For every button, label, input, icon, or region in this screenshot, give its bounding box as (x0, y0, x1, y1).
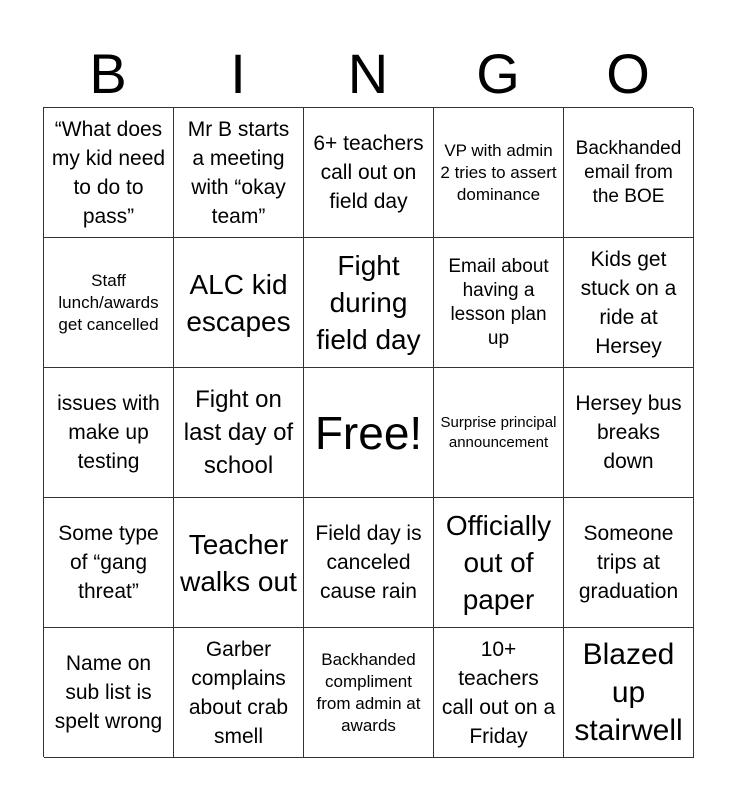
bingo-cell[interactable] (44, 498, 174, 628)
header-letter-o: O (606, 42, 650, 105)
bingo-cell[interactable] (304, 108, 434, 238)
bingo-cell[interactable] (304, 498, 434, 628)
bingo-cell[interactable] (564, 238, 694, 368)
bingo-cell[interactable] (434, 368, 564, 498)
header-letter-g: G (476, 42, 520, 105)
cell-text: Teacher walks out (180, 528, 297, 597)
bingo-cell[interactable] (174, 368, 304, 498)
free-space-text: Free! (314, 406, 423, 459)
cell-text: Officially out of paper (445, 510, 552, 615)
bingo-grid (43, 107, 693, 757)
cell-text: Backhanded compliment from admin at awards (316, 649, 421, 735)
bingo-cell[interactable] (44, 368, 174, 498)
free-space[interactable] (304, 368, 434, 498)
bingo-cell[interactable] (564, 108, 694, 238)
bingo-cell[interactable] (174, 108, 304, 238)
cell-text: VP with admin 2 tries to assert dominance (440, 140, 557, 204)
cell-text: “What does my kid need to do to pass” (51, 117, 166, 228)
bingo-cell[interactable] (434, 498, 564, 628)
header-letter-n: N (347, 42, 389, 105)
header-letter-i: I (230, 42, 246, 105)
cell-text: Blazed up stairwell (574, 637, 683, 747)
bingo-cell[interactable] (564, 498, 694, 628)
bingo-cell[interactable] (174, 498, 304, 628)
header-letter-b: B (89, 42, 127, 105)
cell-text: Fight on last day of school (183, 386, 294, 479)
cell-text: Kids get stuck on a ride at Hersey (580, 247, 677, 358)
cell-text: Mr B starts a meeting with “okay team” (187, 117, 290, 228)
cell-text: Field day is canceled cause rain (315, 522, 422, 603)
bingo-header (43, 40, 693, 108)
cell-text: Hersey bus breaks down (575, 392, 682, 473)
cell-text: Backhanded email from the BOE (575, 137, 682, 207)
cell-text: Name on sub list is spelt wrong (54, 652, 163, 733)
cell-text: Some type of “gang threat” (58, 522, 159, 603)
bingo-cell[interactable] (44, 628, 174, 758)
cell-text: Garber complains about crab smell (188, 637, 289, 748)
cell-text: Surprise principal announcement (440, 413, 557, 451)
cell-text: ALC kid escapes (186, 268, 291, 337)
cell-text: issues with make up testing (57, 392, 160, 473)
cell-text: 10+ teachers call out on a Friday (441, 637, 556, 748)
bingo-cell[interactable] (304, 238, 434, 368)
bingo-cell[interactable] (564, 628, 694, 758)
bingo-cell[interactable] (434, 238, 564, 368)
bingo-cell[interactable] (44, 108, 174, 238)
bingo-cell[interactable] (434, 628, 564, 758)
bingo-cell[interactable] (44, 238, 174, 368)
cell-text: Staff lunch/awards get cancelled (58, 270, 159, 334)
bingo-cell[interactable] (304, 628, 434, 758)
bingo-cell[interactable] (434, 108, 564, 238)
bingo-cell[interactable] (174, 238, 304, 368)
cell-text: Email about having a lesson plan up (448, 255, 549, 349)
cell-text: Fight during field day (316, 250, 421, 355)
bingo-cell[interactable] (174, 628, 304, 758)
cell-text: 6+ teachers call out on field day (313, 132, 424, 213)
bingo-cell[interactable] (564, 368, 694, 498)
cell-text: Someone trips at graduation (578, 522, 679, 603)
